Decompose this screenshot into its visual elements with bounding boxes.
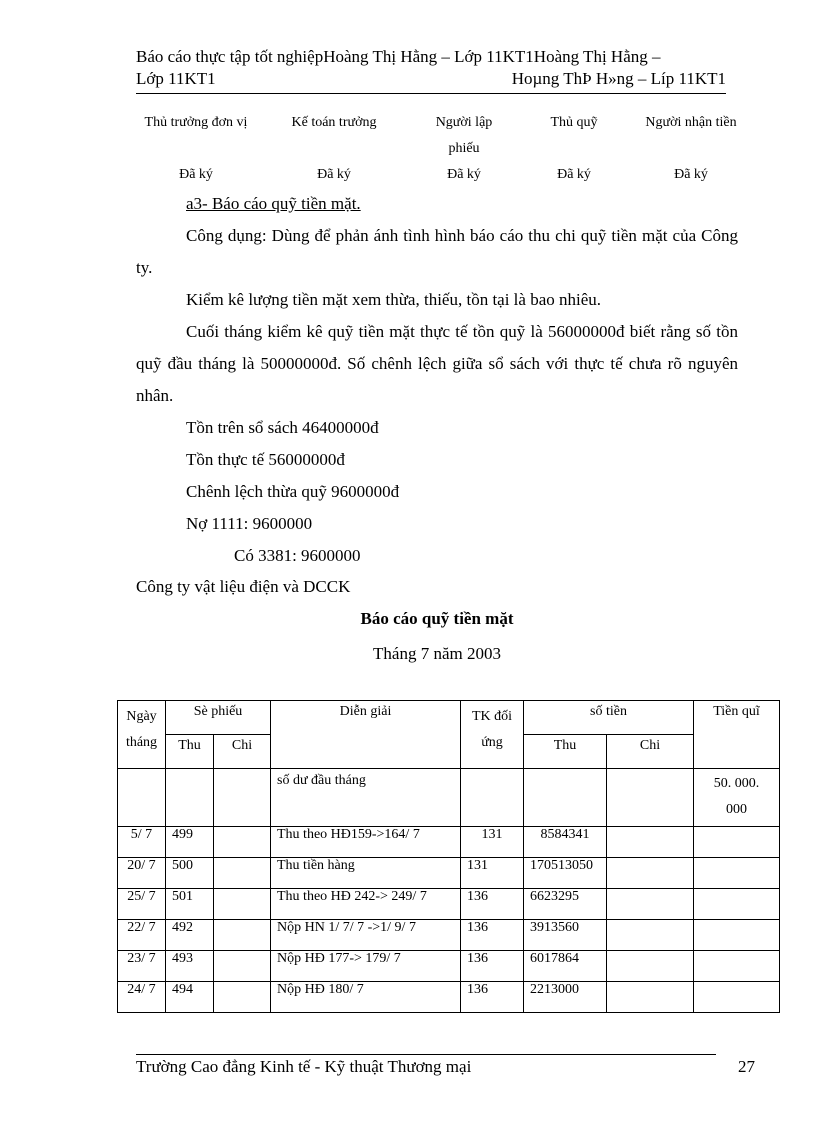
table-row xyxy=(118,889,780,920)
running-header-line1: Báo cáo thực tập tốt nghiệpHoàng Thị Hằng – Lớp 11KT1Hoàng Thị Hằng – xyxy=(136,47,661,66)
cell-account: 131 xyxy=(461,827,524,858)
signer-cashier xyxy=(534,110,614,182)
running-header-right: Hoµng ThÞ H»ng – Líp 11KT1 xyxy=(511,69,726,88)
header-balance: Tiền quĩ xyxy=(694,701,780,769)
header-voucher-chi: Chi xyxy=(214,735,271,769)
table-header-row xyxy=(118,701,780,735)
cell-date: 5/ 7 xyxy=(118,827,166,858)
cell-account: 136 xyxy=(461,889,524,920)
cell-balance xyxy=(694,920,780,951)
cell-empty xyxy=(214,769,271,827)
header-amount-chi: Chi xyxy=(607,735,694,769)
table-row xyxy=(118,920,780,951)
header-amount-thu: Thu xyxy=(524,735,607,769)
header-date-line2: tháng xyxy=(125,735,158,750)
line-credit-entry: Có 3381: 9600000 xyxy=(234,546,361,565)
section-heading xyxy=(136,188,738,220)
opening-balance-line1: 50. 000. xyxy=(713,776,760,791)
cash-fund-table xyxy=(117,700,780,1013)
running-header-line2 xyxy=(136,68,726,90)
footer-rule xyxy=(136,1054,716,1055)
cell-description: Thu theo HĐ 242-> 249/ 7 xyxy=(271,889,461,920)
cell-amount-chi xyxy=(607,858,694,889)
section-heading-text: a3- Báo cáo quỹ tiền mặt. xyxy=(186,194,361,213)
cell-voucher-thu: 501 xyxy=(166,889,214,920)
cell-voucher-thu: 493 xyxy=(166,951,214,982)
cell-account: 136 xyxy=(461,920,524,951)
paragraph-inventory: Kiểm kê lượng tiền mặt xem thừa, thiếu, tồn tại là bao nhiêu. xyxy=(186,290,602,309)
cell-voucher-chi xyxy=(214,920,271,951)
opening-balance-line2: 000 xyxy=(726,802,747,817)
header-voucher: Sè phiếu xyxy=(166,701,271,735)
cell-description: Thu tiền hàng xyxy=(271,858,461,889)
signer-signed: Đã ký xyxy=(447,167,481,182)
cell-amount-chi xyxy=(607,827,694,858)
signer-role-cont: phiếu xyxy=(448,141,480,156)
table-row xyxy=(118,951,780,982)
cell-date: 22/ 7 xyxy=(118,920,166,951)
signer-role: Thủ trưởng đơn vị xyxy=(144,115,248,130)
cell-amount-thu: 6017864 xyxy=(524,951,607,982)
cell-description: Nộp HĐ 177-> 179/ 7 xyxy=(271,951,461,982)
cell-amount-thu: 6623295 xyxy=(524,889,607,920)
signer-role: Người nhận tiền xyxy=(645,115,737,130)
page-number: 27 xyxy=(738,1057,755,1076)
cell-voucher-thu: 499 xyxy=(166,827,214,858)
signer-chief-accountant xyxy=(276,110,392,182)
cell-date: 23/ 7 xyxy=(118,951,166,982)
cell-voucher-thu: 492 xyxy=(166,920,214,951)
cell-voucher-chi xyxy=(214,982,271,1013)
cell-empty xyxy=(607,769,694,827)
line-actual-balance: Tồn thực tế 56000000đ xyxy=(186,450,345,469)
cell-amount-chi xyxy=(607,920,694,951)
signer-recipient xyxy=(634,110,748,182)
signer-unit-head xyxy=(130,110,262,182)
cell-voucher-chi xyxy=(214,889,271,920)
cell-description: Thu theo HĐ159->164/ 7 xyxy=(271,827,461,858)
paragraph-month-end: Cuối tháng kiểm kê quỹ tiền mặt thực tế tồn quỹ là 56000000đ biết rằng số tồn quỹ đầu tháng là 50000000đ. Số chênh lệch giữa sổ sách với thực tế chưa rõ nguyên nhân. xyxy=(136,322,738,405)
cell-empty xyxy=(524,769,607,827)
cell-account: 136 xyxy=(461,951,524,982)
cell-empty xyxy=(461,769,524,827)
cell-date: 24/ 7 xyxy=(118,982,166,1013)
running-header-left: Lớp 11KT1 xyxy=(136,69,216,88)
cell-description: số dư đầu tháng xyxy=(271,769,461,827)
cell-voucher-chi xyxy=(214,827,271,858)
cell-balance xyxy=(694,827,780,858)
section-body xyxy=(136,188,738,572)
cell-amount-thu: 170513050 xyxy=(524,858,607,889)
cell-voucher-thu: 500 xyxy=(166,858,214,889)
signer-signed: Đã ký xyxy=(674,167,708,182)
cell-description: Nộp HĐ 180/ 7 xyxy=(271,982,461,1013)
line-debit-entry: Nợ 1111: 9600000 xyxy=(186,514,313,533)
signer-role: Kế toán trưởng xyxy=(291,115,377,130)
header-amount: số tiền xyxy=(524,701,694,735)
header-voucher-thu: Thu xyxy=(166,735,214,769)
header-account-line1: TK đối xyxy=(471,709,513,724)
cell-amount-thu: 3913560 xyxy=(524,920,607,951)
signer-preparer xyxy=(412,110,516,182)
table-row xyxy=(118,858,780,889)
report-title: Báo cáo quỹ tiền mặt xyxy=(360,609,514,628)
report-subtitle: Tháng 7 năm 2003 xyxy=(373,644,501,663)
cell-amount-chi xyxy=(607,982,694,1013)
table-row xyxy=(118,982,780,1013)
cell-amount-thu: 8584341 xyxy=(524,827,607,858)
header-account-line2: ứng xyxy=(481,735,503,750)
line-surplus: Chênh lệch thừa quỹ 9600000đ xyxy=(186,482,400,501)
signer-signed: Đã ký xyxy=(317,167,351,182)
header-account xyxy=(461,701,524,769)
signer-signed: Đã ký xyxy=(557,167,591,182)
table-row xyxy=(118,827,780,858)
cell-balance xyxy=(694,982,780,1013)
cell-voucher-chi xyxy=(214,951,271,982)
cell-account: 131 xyxy=(461,858,524,889)
cell-account: 136 xyxy=(461,982,524,1013)
cell-amount-chi xyxy=(607,951,694,982)
header-description: Diễn giải xyxy=(271,701,461,769)
header-rule xyxy=(136,93,726,94)
cell-empty xyxy=(166,769,214,827)
cell-date: 20/ 7 xyxy=(118,858,166,889)
cell-balance xyxy=(694,951,780,982)
header-date-line1: Ngày xyxy=(126,709,157,724)
header-date xyxy=(118,701,166,769)
cell-description: Nộp HN 1/ 7/ 7 ->1/ 9/ 7 xyxy=(271,920,461,951)
table-row-opening xyxy=(118,769,780,827)
cell-empty xyxy=(118,769,166,827)
cell-balance xyxy=(694,858,780,889)
cell-voucher-chi xyxy=(214,858,271,889)
company-name: Công ty vật liệu điện và DCCK xyxy=(136,577,351,596)
paragraph-purpose: Công dụng: Dùng để phản ánh tình hình báo cáo thu chi quỹ tiền mặt của Công ty. xyxy=(136,226,738,277)
cell-voucher-thu: 494 xyxy=(166,982,214,1013)
footer-school: Trường Cao đẳng Kinh tế - Kỹ thuật Thương mại xyxy=(136,1057,472,1076)
cell-amount-chi xyxy=(607,889,694,920)
cell-balance xyxy=(694,889,780,920)
line-book-balance: Tồn trên sổ sách 46400000đ xyxy=(186,418,379,437)
cell-amount-thu: 2213000 xyxy=(524,982,607,1013)
cell-date: 25/ 7 xyxy=(118,889,166,920)
signer-signed: Đã ký xyxy=(179,167,213,182)
signer-role: Người lập xyxy=(435,115,493,130)
cell-opening-balance xyxy=(694,769,780,827)
signer-role: Thủ quỹ xyxy=(550,115,598,130)
